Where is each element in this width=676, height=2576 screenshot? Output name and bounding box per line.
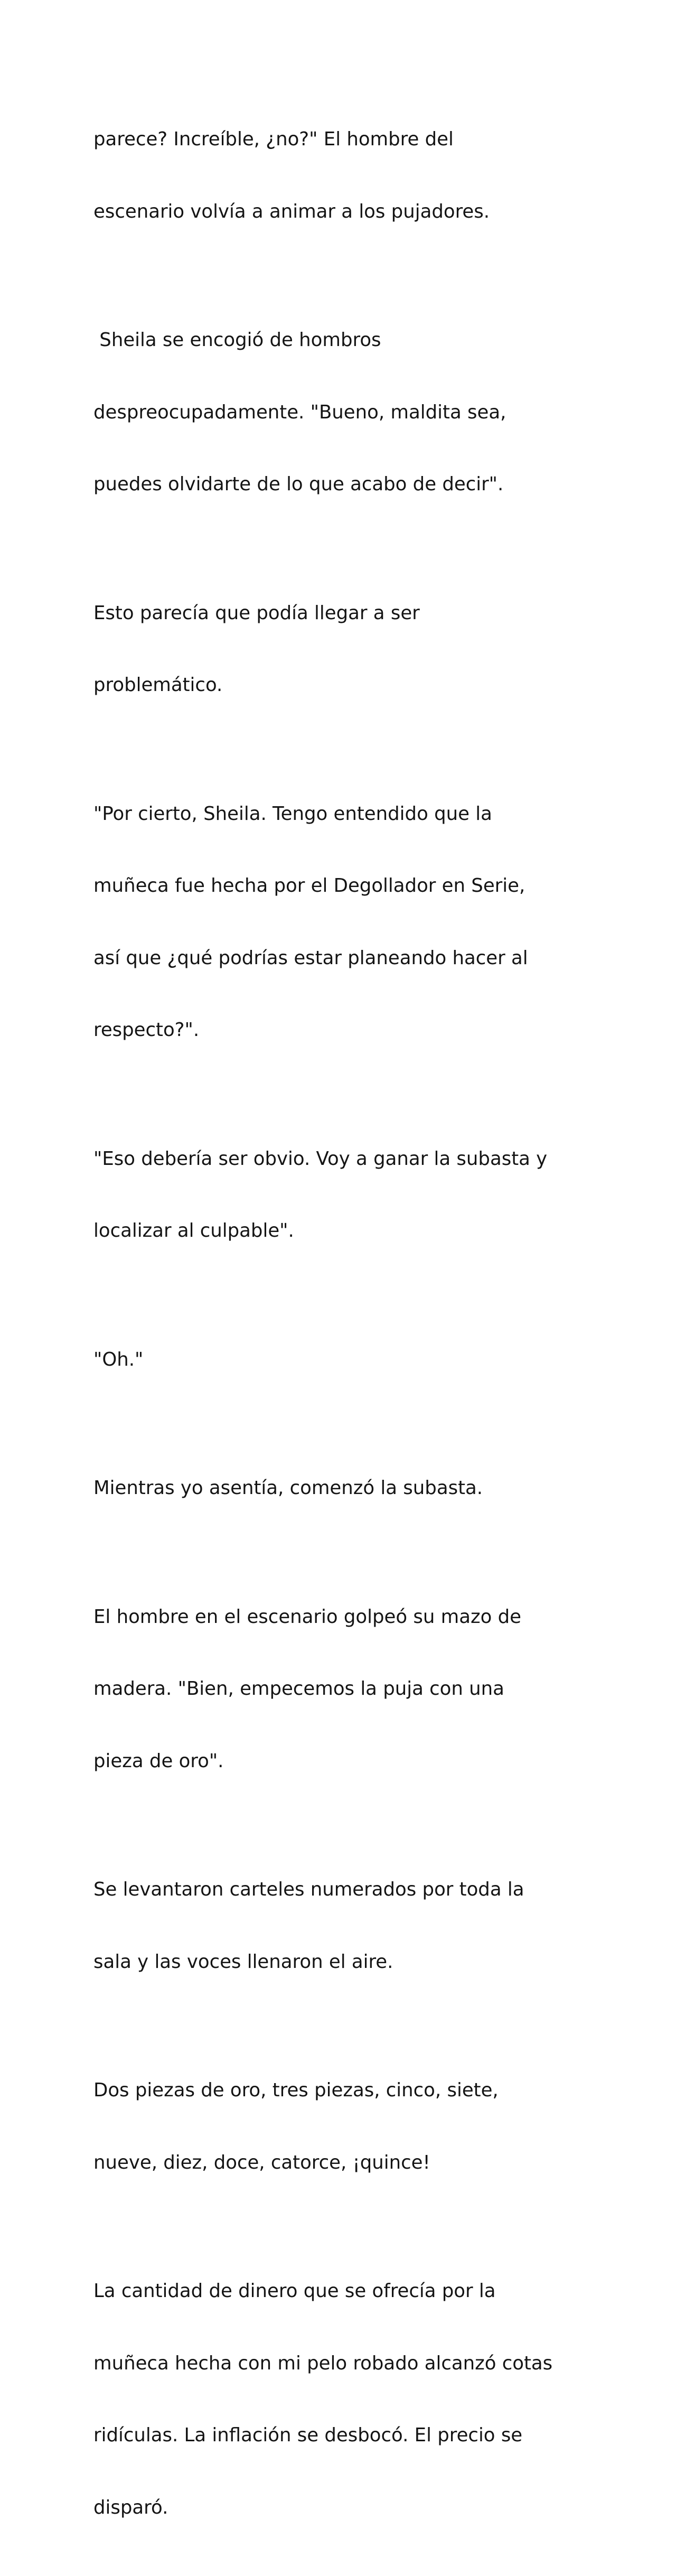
document-page — [93, 79, 590, 2576]
text-line: "Eso debería ser obvio. Voy a ganar la subasta y — [93, 1147, 548, 1170]
text-line: Sheila se encogió de hombros — [93, 329, 381, 351]
text-line: escenario volvía a animar a los pujadores. — [93, 200, 490, 222]
paragraph — [93, 1300, 590, 1420]
text-line: parece? Increíble, ¿no?" El hombre del — [93, 128, 454, 150]
text-line: respecto?". — [93, 1019, 200, 1041]
text-line: Se levantaron carteles numerados por toda la — [93, 1879, 524, 1900]
text-line: Esto parecía que podía llegar a ser — [93, 602, 420, 624]
text-line: "Por cierto, Sheila. Tengo entendido que la — [93, 802, 492, 825]
text-line: El hombre en el escenario golpeó su mazo de — [93, 1606, 521, 1628]
text-line: problemático. — [93, 674, 223, 696]
text-line: puedes olvidarte de lo que acabo de decir". — [93, 473, 504, 495]
text-line: La cantidad de dinero que se ofrecía por la — [93, 2280, 496, 2302]
text-line: Mientras yo asentía, comenzó la subasta. — [93, 1477, 483, 1499]
text-line: nueve, diez, doce, catorce, ¡quince! — [93, 2151, 430, 2173]
paragraph — [93, 553, 590, 745]
text-line: Dos piezas de oro, tres piezas, cinco, siete, — [93, 2079, 499, 2101]
text-line: madera. "Bien, empecemos la puja con una — [93, 1678, 504, 1700]
paragraph — [93, 2231, 590, 2568]
text-line: así que ¿qué podrías estar planeando hacer al — [93, 947, 528, 969]
paragraph — [93, 754, 590, 1090]
paragraph — [93, 79, 590, 272]
text-line: disparó. — [93, 2496, 168, 2518]
paragraph — [93, 1830, 590, 2022]
text-line: despreocupadamente. "Bueno, maldita sea, — [93, 401, 506, 423]
text-line: ridículas. La inflación se desbocó. El precio se — [93, 2424, 523, 2446]
paragraph — [93, 1428, 590, 1548]
paragraph — [93, 1557, 590, 1822]
text-line: muñeca fue hecha por el Degollador en Serie, — [93, 875, 525, 897]
text-line: sala y las voces llenaron el aire. — [93, 1950, 393, 1973]
text-line: pieza de oro". — [93, 1750, 224, 1772]
paragraph — [93, 1099, 590, 1291]
paragraph — [93, 280, 590, 545]
text-line: "Oh." — [93, 1348, 144, 1370]
paragraph — [93, 2030, 590, 2223]
text-line: localizar al culpable". — [93, 1220, 294, 1242]
text-line: muñeca hecha con mi pelo robado alcanzó cotas — [93, 2352, 553, 2374]
